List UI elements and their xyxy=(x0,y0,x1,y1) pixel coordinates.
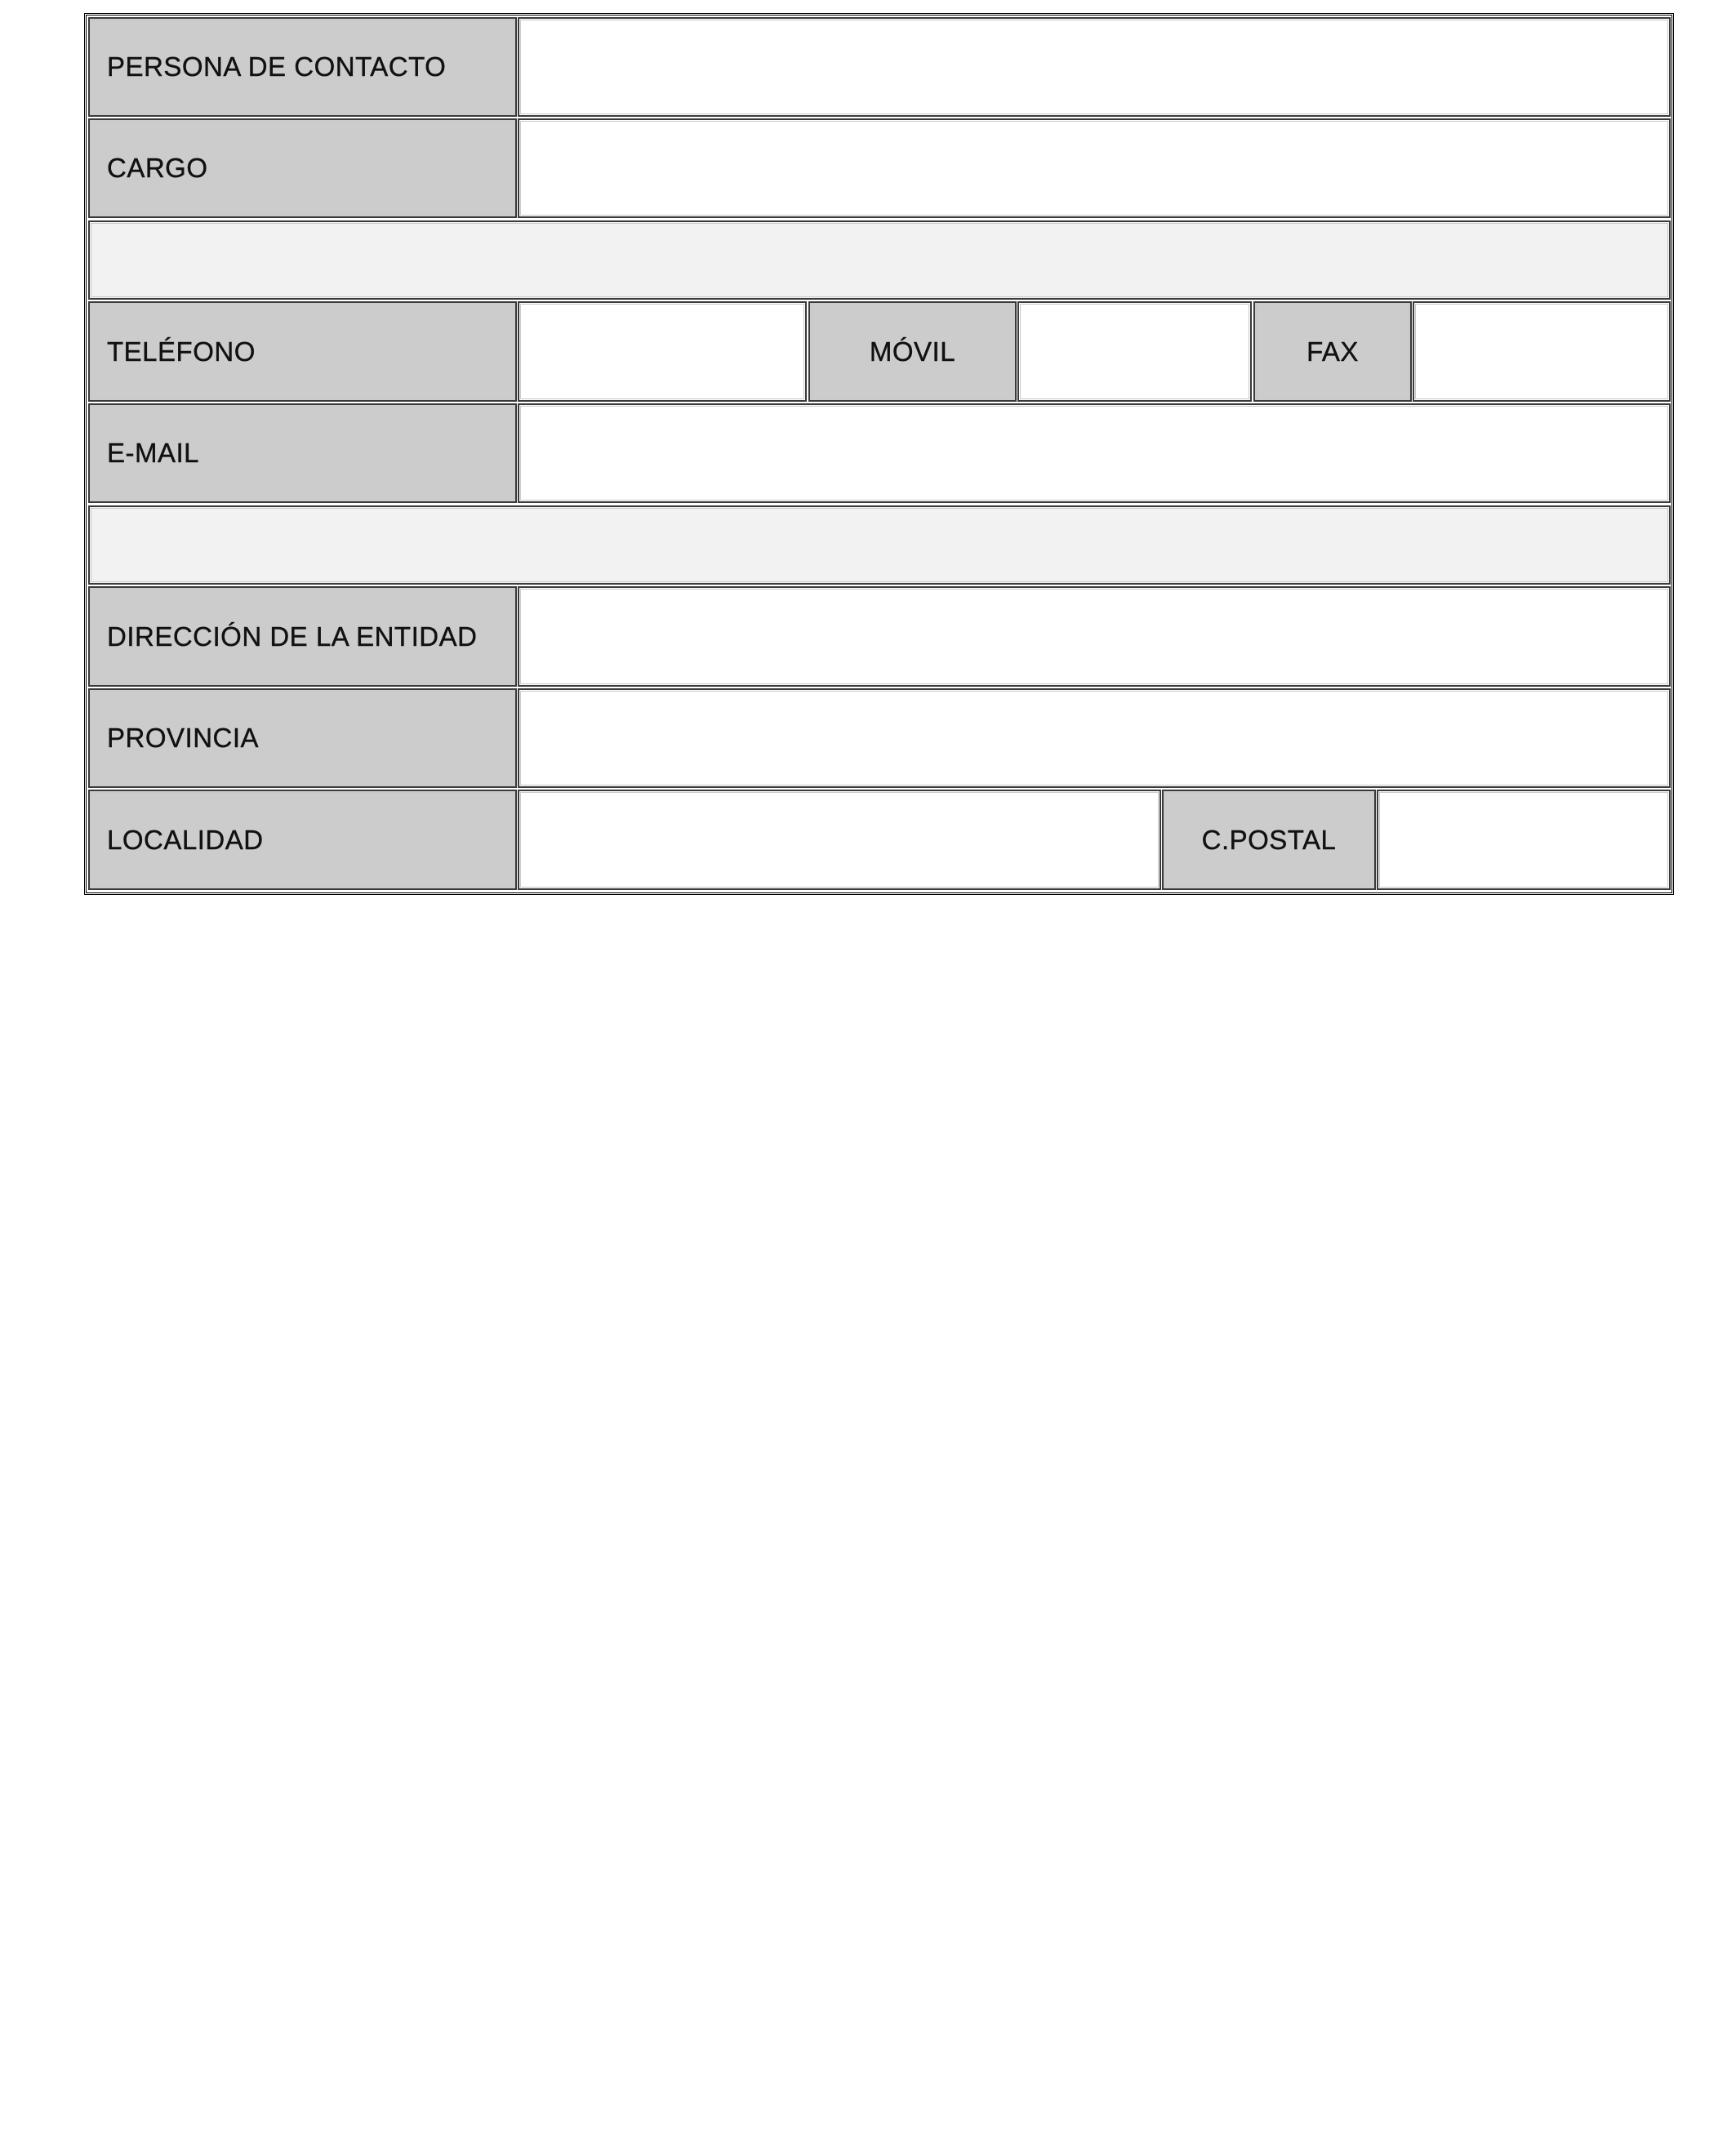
province-field[interactable] xyxy=(518,688,1671,788)
fax-field[interactable] xyxy=(1413,301,1671,402)
locality-field[interactable] xyxy=(518,790,1161,890)
position-label xyxy=(88,118,517,218)
phone-field[interactable] xyxy=(518,301,807,402)
position-label-text: CARGO xyxy=(107,153,208,183)
province-label-text: PROVINCIA xyxy=(107,723,260,753)
locality-label-text: LOCALIDAD xyxy=(107,824,264,855)
contact-person-field[interactable] xyxy=(518,17,1671,117)
mobile-field[interactable] xyxy=(1017,301,1252,402)
mobile-label-text: MÓVIL xyxy=(869,336,956,367)
email-label-text: E-MAIL xyxy=(107,438,200,468)
phone-label xyxy=(88,301,517,402)
email-field[interactable] xyxy=(518,403,1671,503)
address-field[interactable] xyxy=(518,586,1671,687)
postal-code-label xyxy=(1162,790,1376,890)
mobile-label xyxy=(808,301,1017,402)
position-field[interactable] xyxy=(518,118,1671,218)
postal-code-field[interactable] xyxy=(1377,790,1671,890)
contact-form-table xyxy=(84,13,1674,895)
province-label xyxy=(88,688,517,788)
section-separator-1 xyxy=(88,220,1671,300)
fax-label-text: FAX xyxy=(1306,336,1359,367)
address-label-text: DIRECCIÓN DE LA ENTIDAD xyxy=(107,621,478,652)
locality-label xyxy=(88,790,517,890)
email-label xyxy=(88,403,517,503)
postal-code-label-text: C.POSTAL xyxy=(1201,824,1337,855)
phone-label-text: TELÉFONO xyxy=(107,336,256,367)
contact-person-label xyxy=(88,17,517,117)
fax-label xyxy=(1253,301,1412,402)
contact-person-label-text: PERSONA DE CONTACTO xyxy=(107,51,447,82)
address-label xyxy=(88,586,517,687)
section-separator-2 xyxy=(88,505,1671,585)
